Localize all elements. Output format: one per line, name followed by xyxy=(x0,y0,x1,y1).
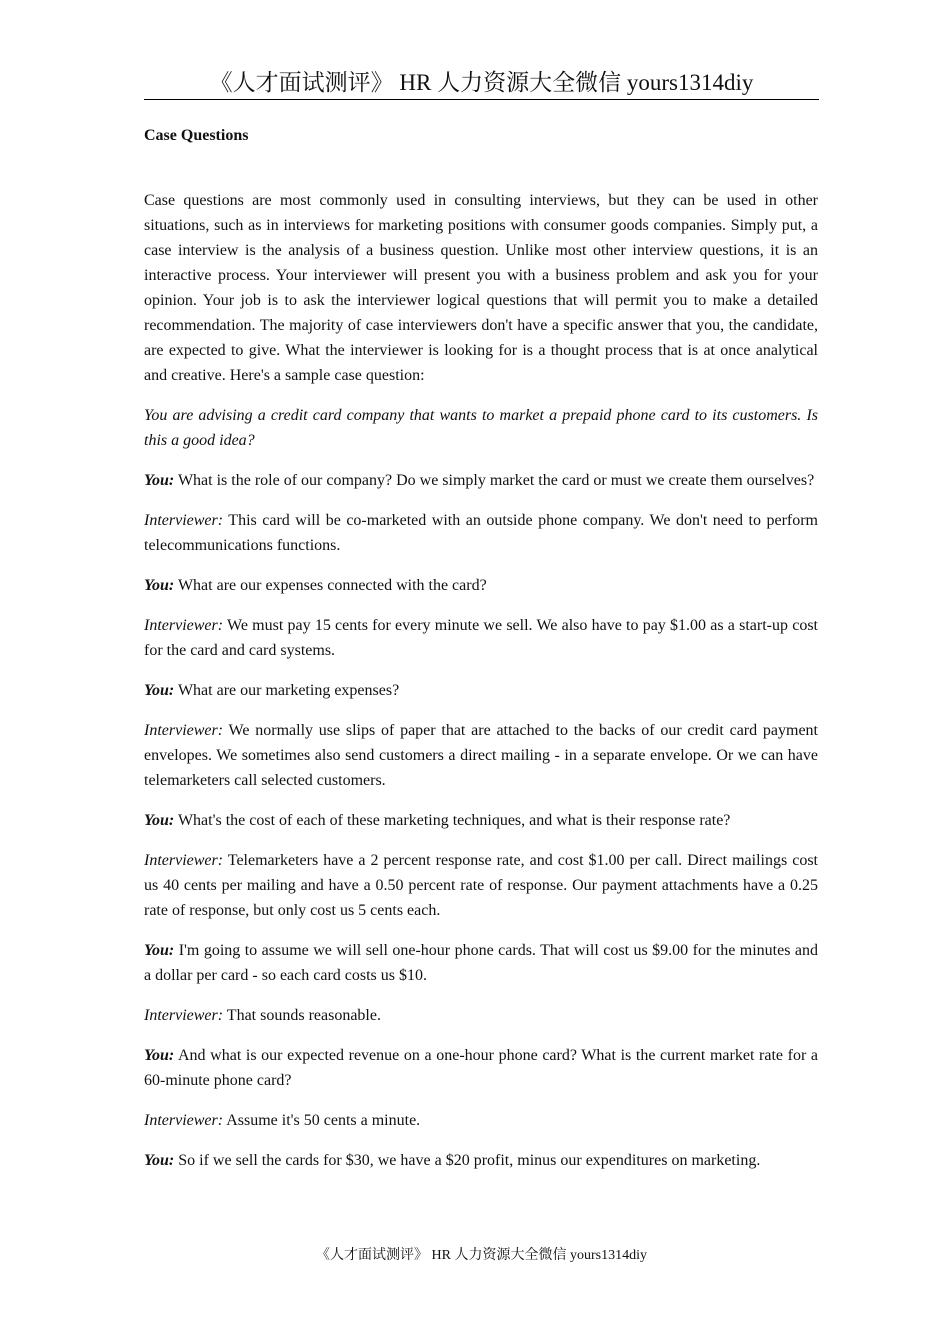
dialogue-line-10 xyxy=(144,1043,818,1093)
dialogue-line-3 xyxy=(144,613,818,663)
dialogue-line-6 xyxy=(144,808,818,833)
speaker-label: Interviewer: xyxy=(144,617,224,634)
page-footer: 《人才面试测评》 HR 人力资源大全微信 yours1314diy xyxy=(316,1248,647,1263)
speaker-label: You: xyxy=(144,812,175,829)
page-header: 《人才面试测评》 HR 人力资源大全微信 yours1314diy xyxy=(144,68,819,100)
speaker-label: You: xyxy=(144,1047,175,1064)
dialogue-line-1 xyxy=(144,508,818,558)
dialogue-text: We normally use slips of paper that are attached to the backs of our credit card payment envelopes. We sometimes also send customers a direct mailing - in a separate envelope. Or we can have telemarketers call selected customers. xyxy=(144,722,818,789)
dialogue-text: What are our marketing expenses? xyxy=(174,682,400,699)
speaker-label: You: xyxy=(144,472,175,489)
dialogue-text: Assume it's 50 cents a minute. xyxy=(223,1112,421,1129)
dialogue-line-4 xyxy=(144,678,818,703)
speaker-label: You: xyxy=(144,1152,175,1169)
dialogue-text: I'm going to assume we will sell one-hour phone cards. That will cost us $9.00 for the minutes and a dollar per card - so each card costs us $10. xyxy=(144,942,818,984)
dialogue-line-9 xyxy=(144,1003,818,1028)
speaker-label: You: xyxy=(144,577,175,594)
dialogue-text: We must pay 15 cents for every minute we sell. We also have to pay $1.00 as a start-up cost for the card and card systems. xyxy=(144,617,818,659)
speaker-label: Interviewer: xyxy=(144,722,224,739)
dialogue-line-2 xyxy=(144,573,818,598)
dialogue-line-0 xyxy=(144,468,818,493)
speaker-label: Interviewer: xyxy=(144,1007,224,1024)
dialogue-text: What is the role of our company? Do we simply market the card or must we create them ourselves? xyxy=(174,472,815,489)
speaker-label: You: xyxy=(144,942,175,959)
document-body xyxy=(144,123,818,1173)
dialogue-line-11 xyxy=(144,1108,818,1133)
dialogue-text: What's the cost of each of these marketing techniques, and what is their response rate? xyxy=(174,812,731,829)
dialogue-text: So if we sell the cards for $30, we have a $20 profit, minus our expenditures on marketing. xyxy=(174,1152,761,1169)
dialogue-text: That sounds reasonable. xyxy=(223,1007,381,1024)
intro-paragraph: Case questions are most commonly used in consulting interviews, but they can be used in other situations, such as in interviews for marketing positions with consumer goods companies. Simply put, a case interview is the analysis of a business question. Unlike most other interview questions, it is an interactive process. Your interviewer will present you with a business problem and ask you for your opinion. Your job is to ask the interviewer logical questions that will permit you to make a detailed recommendation. The majority of case interviewers don't have a specific answer that you, the candidate, are expected to give. What the interviewer is looking for is a thought process that is at once analytical and creative. Here's a sample case question: xyxy=(144,192,818,384)
dialogue-line-7 xyxy=(144,848,818,923)
speaker-label: Interviewer: xyxy=(144,512,224,529)
section-heading: Case Questions xyxy=(144,127,249,144)
dialogue-line-12 xyxy=(144,1148,818,1173)
dialogue-line-8 xyxy=(144,938,818,988)
speaker-label: You: xyxy=(144,682,175,699)
dialogue-text: What are our expenses connected with the card? xyxy=(174,577,487,594)
dialogue-text: And what is our expected revenue on a one-hour phone card? What is the current market rate for a 60-minute phone card? xyxy=(144,1047,818,1089)
dialogue-line-5 xyxy=(144,718,818,793)
sample-question: You are advising a credit card company that wants to market a prepaid phone card to its customers. Is this a good idea? xyxy=(144,407,818,449)
speaker-label: Interviewer: xyxy=(144,852,224,869)
dialogue-text: This card will be co-marketed with an outside phone company. We don't need to perform telecommunications functions. xyxy=(144,512,818,554)
speaker-label: Interviewer: xyxy=(144,1112,224,1129)
dialogue-text: Telemarketers have a 2 percent response rate, and cost $1.00 per call. Direct mailings cost us 40 cents per mailing and have a 0.50 percent rate of response. Our payment attachments have a 0.25 rate of response, but only cost us 5 cents each. xyxy=(144,852,818,919)
